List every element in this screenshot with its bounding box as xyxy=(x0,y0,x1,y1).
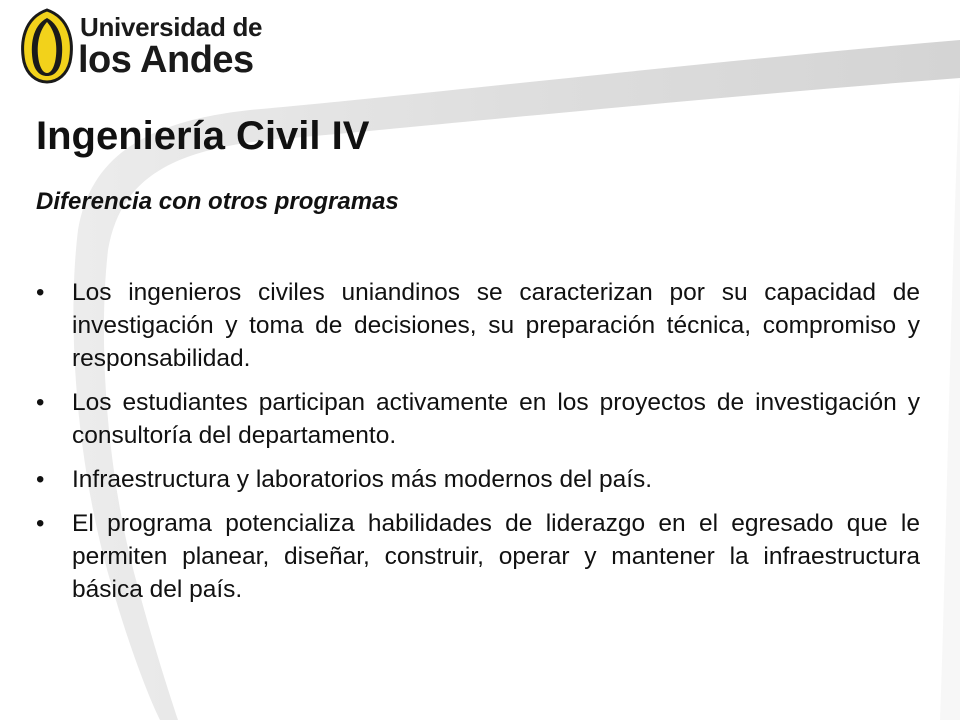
bullet-icon: • xyxy=(36,510,45,537)
bullet-list xyxy=(36,276,920,617)
logo-text-line1: Universidad de xyxy=(80,12,263,42)
university-emblem-icon xyxy=(18,8,76,84)
bullet-icon: • xyxy=(36,389,45,416)
bullet-item xyxy=(36,463,920,496)
bullet-item xyxy=(36,276,920,375)
bullet-icon: • xyxy=(36,466,45,493)
university-logo xyxy=(18,8,263,84)
bullet-text: El programa potencializa habilidades de liderazgo en el egresado que le permiten planear, diseñar, construir, operar y mantener la infraestructura básica del país. xyxy=(72,510,920,603)
bullet-icon: • xyxy=(36,279,45,306)
bullet-text: Los estudiantes participan activamente en los proyectos de investigación y consultoría del departamento. xyxy=(72,389,920,449)
bullet-text: Los ingenieros civiles uniandinos se caracterizan por su capacidad de investigación y toma de decisiones, su preparación técnica, compromiso y responsabilidad. xyxy=(72,279,920,372)
logo-text-line2: los Andes xyxy=(78,39,254,81)
bullet-text: Infraestructura y laboratorios más modernos del país. xyxy=(72,466,653,493)
slide-title: Ingeniería Civil IV xyxy=(36,114,370,158)
bullet-item xyxy=(36,386,920,452)
bullet-item xyxy=(36,507,920,606)
slide-subtitle: Diferencia con otros programas xyxy=(36,188,399,215)
